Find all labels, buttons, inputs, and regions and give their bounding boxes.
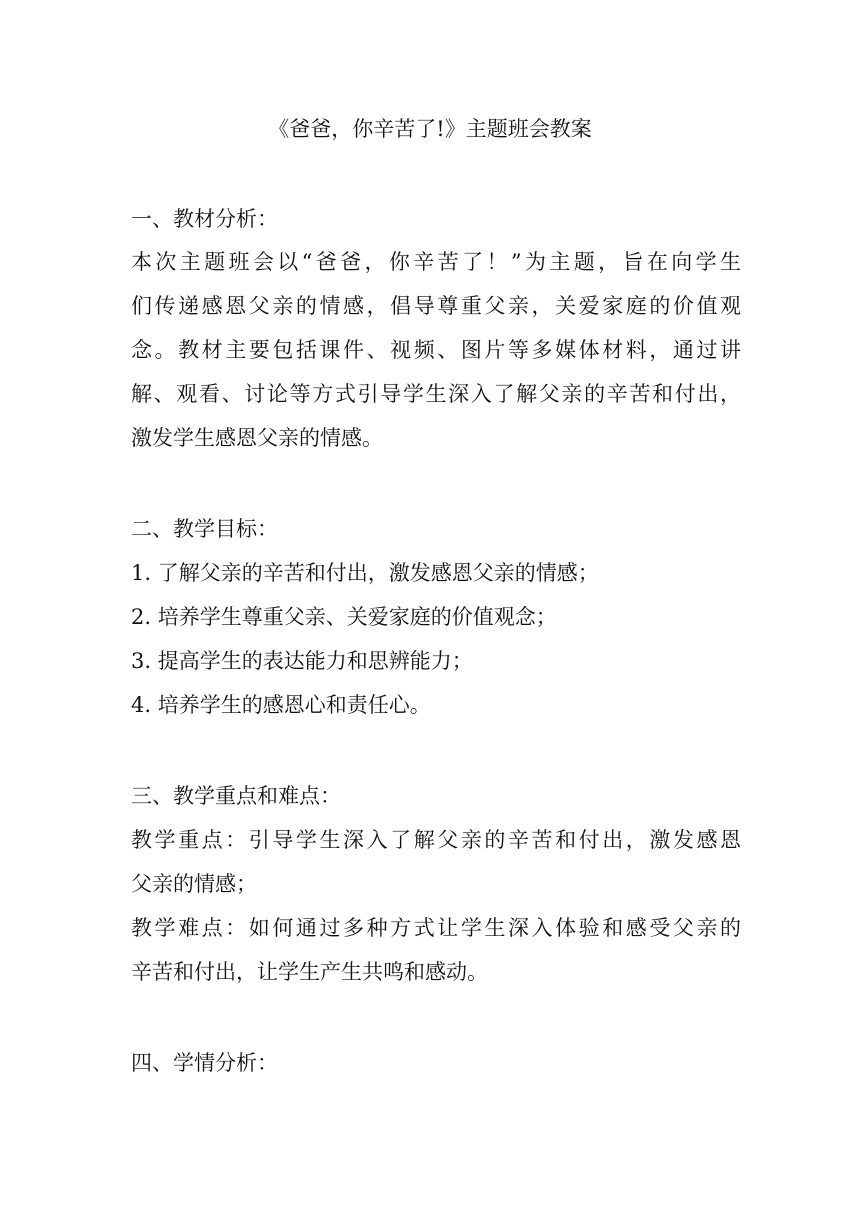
paragraph-line: 解、观看、讨论等方式引导学生深入了解父亲的辛苦和付出， (131, 382, 741, 406)
paragraph-line: 父亲的情感； (131, 872, 257, 896)
paragraph-line: 本次主题班会以“爸爸，你辛苦了！”为主题，旨在向学生 (131, 250, 741, 274)
section-heading: 一、教材分析： (131, 207, 278, 231)
list-item: 1. 了解父亲的辛苦和付出，激发感恩父亲的情感； (131, 561, 599, 585)
section-heading: 四、学情分析： (131, 1051, 278, 1075)
section-heading: 三、教学重点和难点： (131, 784, 341, 808)
list-item: 2. 培养学生尊重父亲、关爱家庭的价值观念； (131, 605, 557, 629)
list-item: 3. 提高学生的表达能力和思辨能力； (131, 649, 473, 673)
paragraph-line: 辛苦和付出，让学生产生共鸣和感动。 (131, 960, 488, 984)
paragraph-line: 们传递感恩父亲的情感，倡导尊重父亲，关爱家庭的价值观 (131, 294, 741, 318)
list-item: 4. 培养学生的感恩心和责任心。 (131, 693, 431, 717)
paragraph-line: 激发学生感恩父亲的情感。 (131, 426, 383, 450)
document-title: 《爸爸，你辛苦了!》主题班会教案 (268, 117, 592, 141)
paragraph-line: 教学重点：引导学生深入了解父亲的辛苦和付出，激发感恩 (131, 828, 741, 852)
paragraph-line: 教学难点：如何通过多种方式让学生深入体验和感受父亲的 (131, 916, 741, 940)
paragraph-line: 念。教材主要包括课件、视频、图片等多媒体材料，通过讲 (131, 338, 741, 362)
section-heading: 二、教学目标： (131, 517, 278, 541)
